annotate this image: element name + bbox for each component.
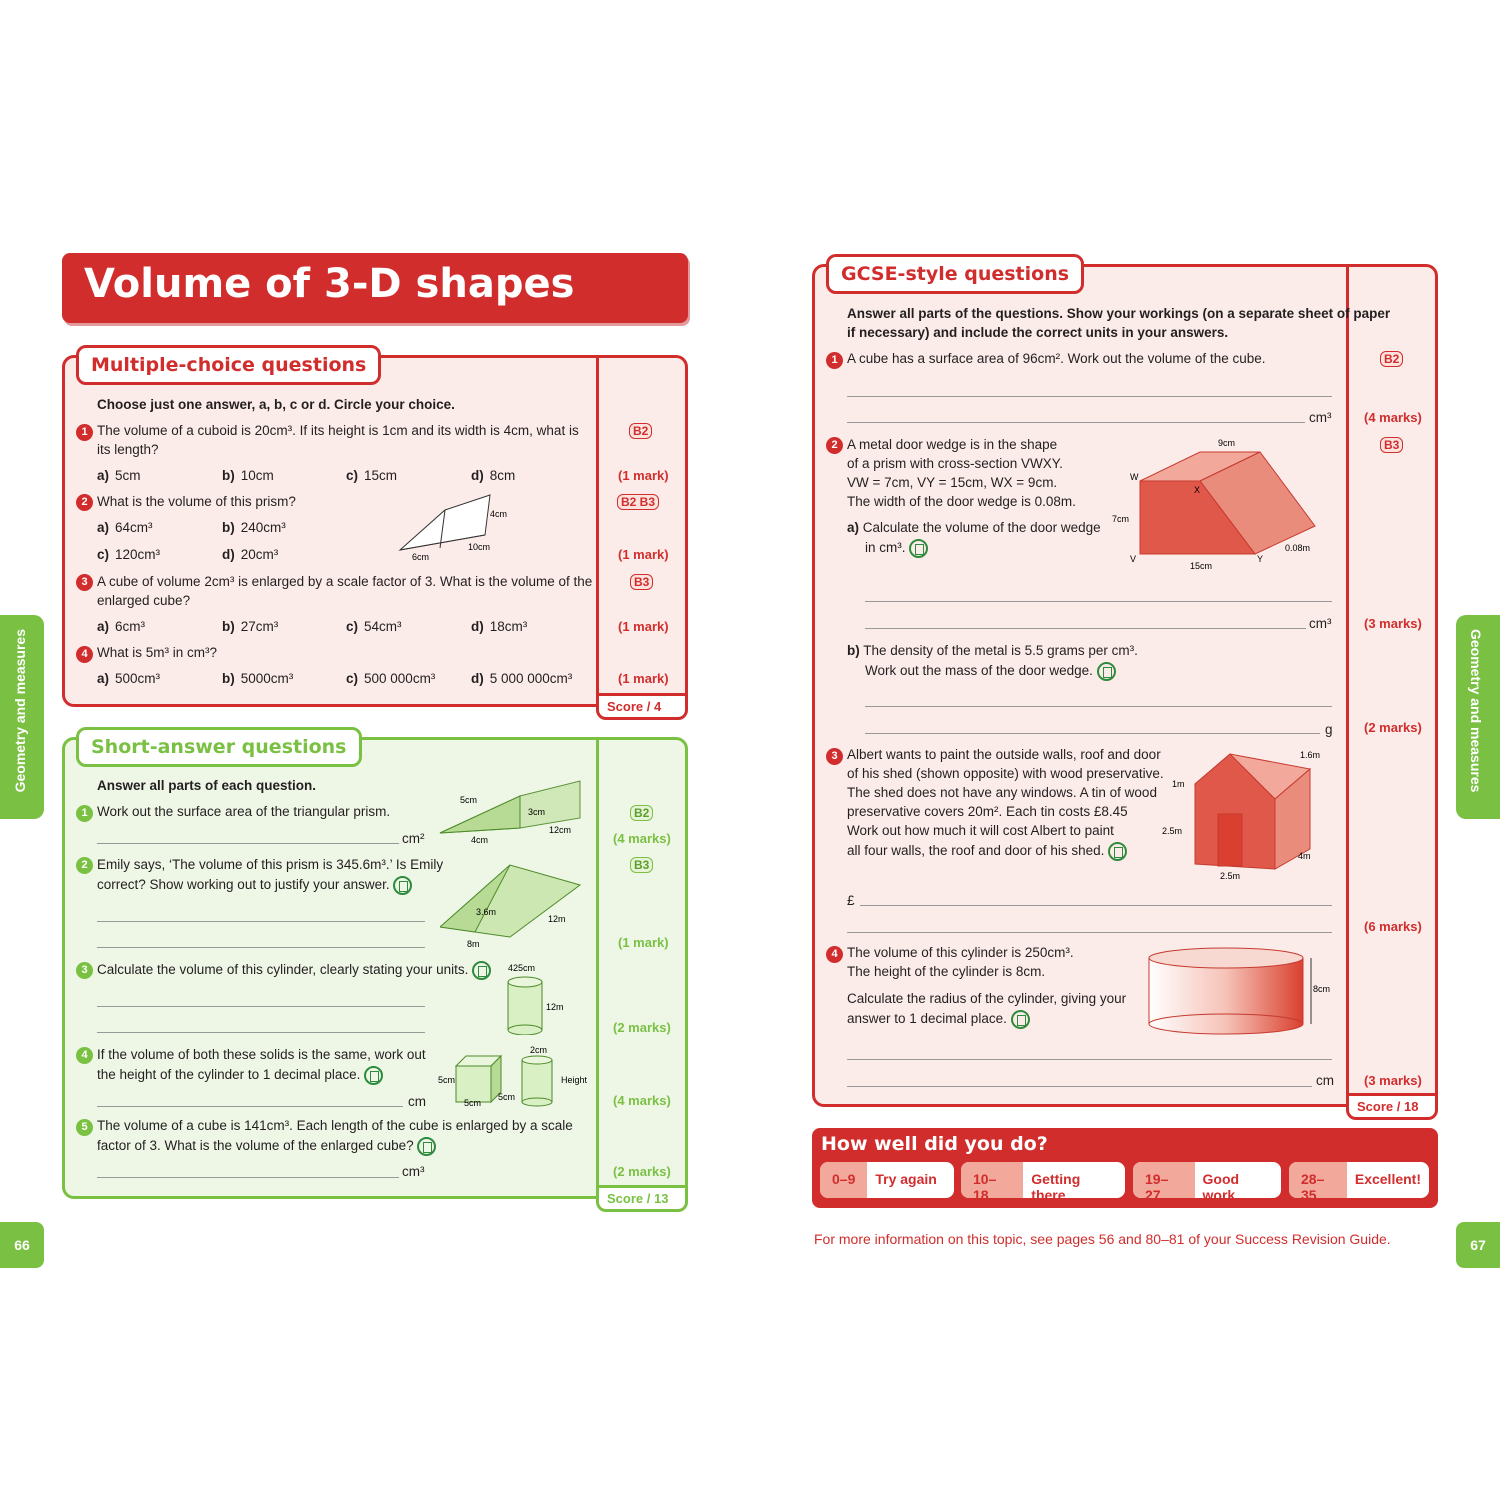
mcq-instruction: Choose just one answer, a, b, c or d. Circle your choice.: [97, 397, 455, 412]
saq-q2-answer-line-1[interactable]: [97, 921, 425, 922]
mcq-q3-option-c[interactable]: c) 54cm³: [346, 619, 402, 634]
mcq-q2-option-c[interactable]: c) 120cm³: [97, 547, 161, 562]
saq-q1-fig-a: 5cm: [460, 795, 478, 805]
mcq-q2-fig-c: 6cm: [412, 552, 430, 562]
gcse-q3-text-4: preservative covers 20m². Each tin costs £8.45: [847, 804, 1128, 819]
how-well-heading: How well did you do?: [821, 1133, 1048, 1155]
gcse-q3-fig-a: 1.6m: [1300, 750, 1321, 760]
saq-q1-badge: B2: [630, 805, 653, 821]
gcse-q1-answer-line-1[interactable]: [847, 396, 1332, 397]
saq-q2-prism-figure: [440, 857, 585, 952]
saq-q3-answer-line-2[interactable]: [97, 1032, 425, 1033]
saq-q1-fig-d: 4cm: [471, 835, 489, 845]
mcq-q2-option-b[interactable]: b) 240cm³: [222, 520, 286, 535]
gcse-q1-number: 1: [826, 352, 843, 369]
mcq-q2-prism-figure: [395, 490, 520, 562]
gcse-q3-text-1: Albert wants to paint the outside walls, roof and door: [847, 747, 1161, 762]
mcq-q2-option-d[interactable]: d) 20cm³: [222, 547, 279, 562]
mcq-q3-mark: (1 mark): [618, 619, 669, 634]
gcse-q3-fig-d: 4m: [1298, 851, 1311, 861]
mcq-q2-text: What is the volume of this prism?: [97, 494, 296, 509]
saq-q2-text-2: correct? Show working out to justify your answer.: [97, 876, 412, 895]
mcq-q2-number: 2: [76, 494, 93, 511]
calculator-icon: [364, 1066, 383, 1085]
saq-q1-text: Work out the surface area of the triangular prism.: [97, 804, 391, 819]
side-tab-left: [0, 615, 44, 819]
gcse-q3-number: 3: [826, 748, 843, 765]
side-tab-right: [1456, 615, 1500, 819]
gcse-q2-fig-Y: Y: [1257, 554, 1264, 564]
saq-heading: Short-answer questions: [76, 727, 362, 767]
gcse-q1-unit: cm³: [1309, 410, 1332, 425]
gcse-q3-fig-b: 1m: [1172, 779, 1185, 789]
saq-q4-fig-e: Height: [561, 1075, 588, 1085]
mcq-q1-option-c[interactable]: c) 15cm: [346, 468, 398, 483]
saq-q5-mark: (2 marks): [613, 1164, 671, 1179]
mcq-q3-number: 3: [76, 574, 93, 591]
saq-q1-fig-c: 12cm: [549, 825, 572, 835]
gcse-q2-fig-X: X: [1194, 485, 1201, 495]
score-band-3: 19–27 Good work: [1133, 1162, 1281, 1198]
gcse-q2-fig-V: V: [1130, 554, 1137, 564]
gcse-q2-text: A metal door wedge is in the shape: [847, 437, 1058, 452]
gcse-q2b-answer-line-1[interactable]: [865, 706, 1332, 707]
gcse-q2-wedge-figure: [1110, 436, 1330, 576]
mcq-q3-text: A cube of volume 2cm³ is enlarged by a scale factor of 3. What is the volume of the: [97, 574, 593, 589]
saq-q3-mark: (2 marks): [613, 1020, 671, 1035]
saq-q4-unit: cm: [408, 1094, 426, 1109]
gcse-q2-number: 2: [826, 437, 843, 454]
gcse-q2-fig-W: W: [1130, 472, 1139, 482]
gcse-q4-fig-h: 8cm: [1313, 984, 1331, 994]
gcse-q3-text-2: of his shed (shown opposite) with wood preservative.: [847, 766, 1164, 781]
gcse-q2b-unit: g: [1325, 722, 1333, 737]
mcq-q2-mark: (1 mark): [618, 547, 669, 562]
saq-q5-text: The volume of a cube is 141cm³. Each length of the cube is enlarged by a scale: [97, 1118, 573, 1133]
calculator-icon: [909, 539, 928, 558]
gcse-heading: GCSE-style questions: [826, 254, 1084, 294]
page-number-right: 67: [1456, 1222, 1500, 1268]
saq-q2-fig-a: 3.6m: [476, 907, 497, 917]
gcse-q3-text-3: The shed does not have any windows. A tin of wood: [847, 785, 1157, 800]
calculator-icon: [1108, 842, 1127, 861]
saq-q3-cylinder-figure: [500, 960, 575, 1035]
gcse-q4-text: The volume of this cylinder is 250cm³.: [847, 945, 1074, 960]
mcq-q4-option-d[interactable]: d) 5 000 000cm³: [471, 671, 573, 686]
side-tab-right-label: Geometry and measures: [1468, 629, 1484, 793]
gcse-q1-text: A cube has a surface area of 96cm². Work out the volume of the cube.: [847, 351, 1266, 366]
saq-q2-mark: (1 mark): [618, 935, 669, 950]
saq-q1-answer-line[interactable]: [97, 843, 399, 844]
gcse-q2-text-3: VW = 7cm, VY = 15cm, WX = 9cm.: [847, 475, 1058, 490]
mcq-q1-text-2: its length?: [97, 442, 159, 457]
saq-q1-prism-figure: [435, 778, 585, 848]
gcse-instruction-2: if necessary) and include the correct units in your answers.: [847, 325, 1229, 340]
saq-q4-fig-c: 5cm: [498, 1092, 516, 1102]
gcse-q1-badge: B2: [1380, 351, 1403, 367]
gcse-q3-shed-figure: [1160, 744, 1335, 884]
saq-q2-answer-line-2[interactable]: [97, 947, 425, 948]
gcse-q2b-text: b) The density of the metal is 5.5 grams per cm³.: [847, 643, 1138, 658]
gcse-q3-answer-line-1[interactable]: [860, 905, 1332, 906]
mcq-q4-option-a[interactable]: a) 500cm³: [97, 671, 161, 686]
gcse-q4-mark: (3 marks): [1364, 1073, 1422, 1088]
saq-q2-fig-b: 12m: [548, 914, 566, 924]
gcse-q3-fig-e: 2.5m: [1220, 871, 1241, 881]
gcse-q4-text-4: answer to 1 decimal place.: [847, 1010, 1030, 1029]
saq-q3-answer-line-1[interactable]: [97, 1006, 425, 1007]
gcse-q2b-text-2: Work out the mass of the door wedge.: [865, 662, 1116, 681]
mcq-q4-number: 4: [76, 646, 93, 663]
calculator-icon: [472, 961, 491, 980]
saq-q1-fig-b: 3cm: [528, 807, 546, 817]
saq-q2-number: 2: [76, 857, 93, 874]
gcse-instruction: Answer all parts of the questions. Show your workings (on a separate sheet of paper: [847, 306, 1391, 321]
gcse-q2b-mark: (2 marks): [1364, 720, 1422, 735]
gcse-panel: [812, 264, 1438, 1107]
saq-q3-fig-b: 12m: [546, 1002, 564, 1012]
gcse-q2-fig-h: 7cm: [1112, 514, 1130, 524]
gcse-q1-answer-line-2[interactable]: [847, 422, 1305, 423]
gcse-q4-number: 4: [826, 946, 843, 963]
side-tab-left-label: Geometry and measures: [12, 629, 28, 793]
gcse-q2a-unit: cm³: [1309, 616, 1332, 631]
mcq-q1-number: 1: [76, 424, 93, 441]
mcq-heading: Multiple-choice questions: [76, 345, 381, 385]
gcse-q2a-answer-line-2[interactable]: [865, 628, 1306, 629]
saq-q5-number: 5: [76, 1119, 93, 1136]
gcse-q2-fig-w: 0.08m: [1285, 543, 1311, 553]
mcq-score: Score / 4: [596, 693, 688, 720]
gcse-q4-text-3: Calculate the radius of the cylinder, giving your: [847, 991, 1127, 1006]
saq-q5-answer-line[interactable]: [97, 1177, 399, 1178]
gcse-q3-text-6: all four walls, the roof and door of his shed.: [847, 842, 1127, 861]
saq-q3-fig-a: 425cm: [508, 963, 536, 973]
saq-q2-fig-c: 8m: [467, 939, 480, 949]
calculator-icon: [393, 876, 412, 895]
mcq-q2-badge: B2 B3: [617, 494, 659, 510]
saq-q5-unit: cm³: [402, 1164, 425, 1179]
gcse-marks-column: [1346, 264, 1438, 1107]
saq-q3-text: Calculate the volume of this cylinder, clearly stating your units.: [97, 961, 491, 980]
mcq-q2-fig-a: 4cm: [490, 509, 508, 519]
saq-q4-fig-b: 5cm: [464, 1098, 482, 1108]
page-title: Volume of 3-D shapes: [84, 261, 575, 307]
saq-q1-number: 1: [76, 805, 93, 822]
calculator-icon: [1011, 1010, 1030, 1029]
saq-q4-fig-d: 2cm: [530, 1045, 548, 1055]
page-number-left: 66: [0, 1222, 44, 1268]
mcq-q1-badge: B2: [629, 423, 652, 439]
gcse-q2-badge: B3: [1380, 437, 1403, 453]
saq-instruction: Answer all parts of each question.: [97, 778, 317, 793]
gcse-q4-cylinder-figure: [1145, 944, 1335, 1036]
mcq-q1-option-a[interactable]: a) 5cm: [97, 468, 141, 483]
mcq-q4-option-b[interactable]: b) 5000cm³: [222, 671, 294, 686]
mcq-q3-badge: B3: [630, 574, 653, 590]
gcse-q2-fig-top: 9cm: [1218, 438, 1236, 448]
gcse-q4-answer-line-2[interactable]: [847, 1086, 1312, 1087]
saq-q4-fig-a: 5cm: [438, 1075, 456, 1085]
gcse-score: Score / 18: [1346, 1093, 1438, 1120]
mcq-q1-option-b[interactable]: b) 10cm: [222, 468, 274, 483]
mcq-q1-option-d[interactable]: d) 8cm: [471, 468, 516, 483]
saq-q4-answer-line[interactable]: [97, 1106, 403, 1107]
saq-q1-unit: cm²: [402, 831, 425, 846]
score-band-4: 28–35 Excellent!: [1289, 1162, 1429, 1198]
saq-q2-text: Emily says, ‘The volume of this prism is 345.6m³.’ Is Emily: [97, 857, 444, 872]
saq-q4-text: If the volume of both these solids is the same, work out: [97, 1047, 426, 1062]
mcq-q3-text-2: enlarged cube?: [97, 593, 191, 608]
gcse-q3-mark: (6 marks): [1364, 919, 1422, 934]
mcq-q3-option-b[interactable]: b) 27cm³: [222, 619, 279, 634]
gcse-q2-text-4: The width of the door wedge is 0.08m.: [847, 494, 1076, 509]
score-band-1: 0–9 Try again: [820, 1162, 954, 1198]
mcq-q4-option-c[interactable]: c) 500 000cm³: [346, 671, 436, 686]
title-banner: [62, 253, 688, 323]
calculator-icon: [417, 1137, 436, 1156]
saq-q5-text-2: factor of 3. What is the volume of the enlarged cube?: [97, 1137, 436, 1156]
saq-q4-number: 4: [76, 1047, 93, 1064]
score-band-2: 10–18 Getting there: [961, 1162, 1125, 1198]
gcse-q2a-text: a) Calculate the volume of the door wedge: [847, 520, 1101, 535]
saq-q1-mark: (4 marks): [613, 831, 671, 846]
gcse-q4-text-2: The height of the cylinder is 8cm.: [847, 964, 1046, 979]
footer-note: For more information on this topic, see pages 56 and 80–81 of your Success Revision Guide.: [814, 1231, 1391, 1247]
gcse-q2b-answer-line-2[interactable]: [865, 733, 1320, 734]
saq-q4-mark: (4 marks): [613, 1093, 671, 1108]
gcse-q2a-mark: (3 marks): [1364, 616, 1422, 631]
mcq-q1-mark: (1 mark): [618, 468, 669, 483]
mcq-q4-mark: (1 mark): [618, 671, 669, 686]
saq-q3-number: 3: [76, 962, 93, 979]
gcse-q2a-answer-line-1[interactable]: [865, 601, 1332, 602]
gcse-q2a-text-2: in cm³.: [865, 539, 928, 558]
mcq-q1-text: The volume of a cuboid is 20cm³. If its height is 1cm and its width is 4cm, what is: [97, 423, 579, 438]
gcse-q2-fig-base: 15cm: [1190, 561, 1213, 571]
gcse-q3-answer-line-2[interactable]: [847, 932, 1332, 933]
saq-q2-badge: B3: [630, 857, 653, 873]
mcq-q2-option-a[interactable]: a) 64cm³: [97, 520, 153, 535]
calculator-icon: [1097, 662, 1116, 681]
saq-score: Score / 13: [596, 1185, 688, 1212]
gcse-q3-fig-c: 2.5m: [1162, 826, 1183, 836]
gcse-q4-unit: cm: [1316, 1073, 1334, 1088]
saq-q4-text-2: the height of the cylinder to 1 decimal place.: [97, 1066, 383, 1085]
gcse-q2-text-2: of a prism with cross-section VWXY.: [847, 456, 1063, 471]
mcq-q2-fig-b: 10cm: [468, 542, 491, 552]
gcse-q1-mark: (4 marks): [1364, 410, 1422, 425]
mcq-marks-column: [596, 355, 688, 707]
gcse-q3-text-5: Work out how much it will cost Albert to paint: [847, 823, 1114, 838]
gcse-q3-currency: £: [847, 893, 855, 908]
mcq-q3-option-d[interactable]: d) 18cm³: [471, 619, 528, 634]
saq-q4-solids-figure: [436, 1044, 591, 1112]
gcse-q4-answer-line-1[interactable]: [847, 1059, 1332, 1060]
mcq-q3-option-a[interactable]: a) 6cm³: [97, 619, 146, 634]
mcq-q4-text: What is 5m³ in cm³?: [97, 645, 218, 660]
